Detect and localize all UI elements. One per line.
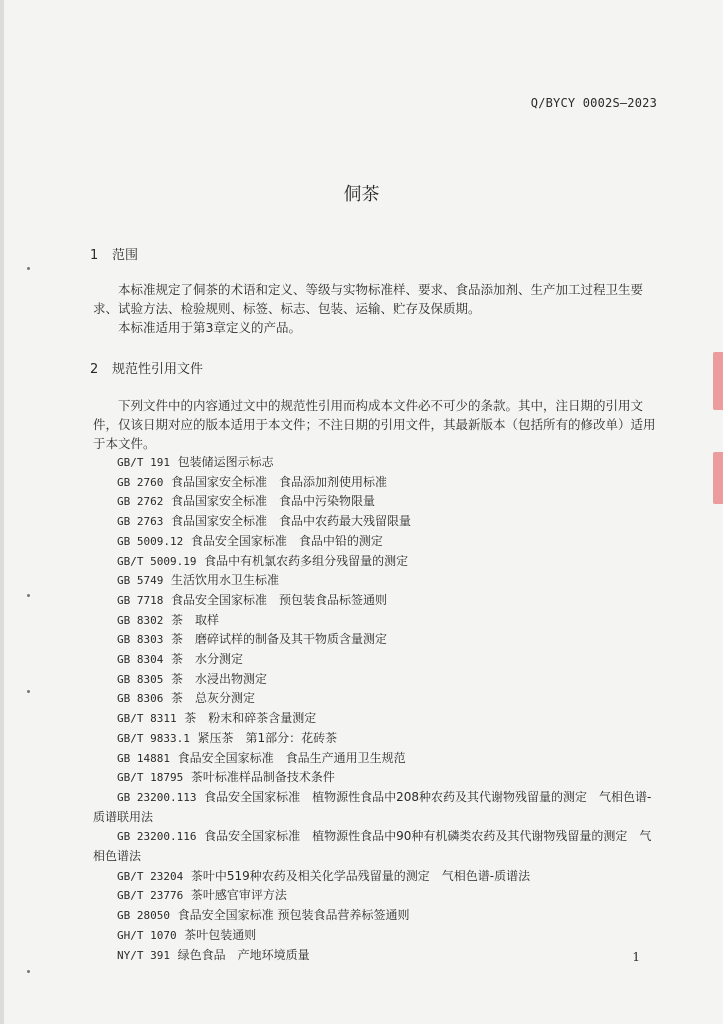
references-intro: 下列文件中的内容通过文中的规范性引用而构成本文件必不可少的条款。其中，注日期的引用文件，仅该日期对应的版本适用于本文件；不注日期的引用文件，其最新版本（包括所有的修改单）适用于本文件。 <box>93 398 656 451</box>
section-1-heading <box>90 244 138 263</box>
reference-code: GB/T 9833.1 <box>117 731 190 745</box>
seal-stamp-edge <box>713 352 723 410</box>
reference-title: 茶叶中519种农药及相关化学品残留量的测定 气相色谱-质谱法 <box>190 868 531 883</box>
section-number: 1 <box>90 248 99 263</box>
reference-title: 食品安全国家标准 植物源性食品中208种农药及其代谢物残留量的测定 气相色谱-质谱联用法 <box>93 789 652 824</box>
reference-code: GB 23200.113 <box>117 790 197 804</box>
reference-code: GB/T 23776 <box>117 889 184 903</box>
reference-code: GB/T 8311 <box>117 712 177 726</box>
reference-code: GB/T 5009.19 <box>117 554 197 568</box>
seal-stamp-edge <box>713 452 723 504</box>
reference-code: GB 14881 <box>117 751 170 765</box>
reference-title: 食品安全国家标准 预包装食品标签通则 <box>171 592 388 607</box>
reference-item <box>93 473 658 493</box>
page-number: 1 <box>632 950 640 964</box>
reference-title: 紧压茶 第1部分：花砖茶 <box>197 730 338 745</box>
reference-item <box>93 926 658 946</box>
reference-item <box>93 788 658 827</box>
reference-title: 茶 水浸出物测定 <box>171 671 268 686</box>
reference-title: 食品安全国家标准 食品生产通用卫生规范 <box>177 750 406 765</box>
reference-code: GB 7718 <box>117 593 164 607</box>
reference-item <box>93 591 658 611</box>
reference-item <box>93 729 658 749</box>
section-title: 规范性引用文件 <box>112 362 204 377</box>
reference-code: GB 5009.12 <box>117 534 184 548</box>
reference-title: 食品中有机氯农药多组分残留量的测定 <box>204 553 409 568</box>
reference-item <box>93 571 658 591</box>
reference-code: GB 8304 <box>117 653 164 667</box>
reference-item <box>93 689 658 709</box>
scan-dot <box>27 970 30 973</box>
reference-title: 食品国家安全标准 食品中污染物限量 <box>171 494 376 509</box>
reference-title: 茶 磨碎试样的制备及其干物质含量测定 <box>171 632 388 647</box>
reference-code: GB 8305 <box>117 672 164 686</box>
scan-dot <box>27 690 30 693</box>
reference-title: 茶叶标准样品制备技术条件 <box>190 770 335 785</box>
section-number: 2 <box>90 362 99 377</box>
reference-code: NY/T 391 <box>117 948 170 962</box>
reference-item <box>93 709 658 729</box>
reference-code: GB 8303 <box>117 633 164 647</box>
reference-item <box>93 867 658 887</box>
reference-code: GB 2760 <box>117 475 164 489</box>
reference-item <box>93 492 658 512</box>
reference-item <box>93 512 658 532</box>
reference-title: 生活饮用水卫生标准 <box>171 573 280 588</box>
reference-title: 茶 粉末和碎茶含量测定 <box>184 711 317 726</box>
section-title: 范围 <box>112 248 139 263</box>
reference-item <box>93 906 658 926</box>
reference-title: 食品安全国家标准 食品中铅的测定 <box>190 533 383 548</box>
reference-item <box>93 886 658 906</box>
reference-code: GB 2762 <box>117 495 164 509</box>
reference-code: GB 8302 <box>117 613 164 627</box>
reference-list <box>93 453 658 965</box>
reference-title: 包装储运图示标志 <box>177 455 274 469</box>
reference-title: 茶 取样 <box>171 612 220 627</box>
reference-code: GB 2763 <box>117 515 164 529</box>
reference-title: 茶 总灰分测定 <box>171 691 256 706</box>
reference-item <box>93 768 658 788</box>
reference-title: 食品安全国家标准 预包装食品营养标签通则 <box>177 908 410 923</box>
reference-title: 食品国家安全标准 食品中农药最大残留限量 <box>171 514 412 529</box>
reference-item <box>93 552 658 572</box>
reference-item <box>93 611 658 631</box>
reference-code: GB/T 23204 <box>117 869 184 883</box>
reference-title: 茶 水分测定 <box>171 652 244 667</box>
scan-dot <box>27 267 30 270</box>
reference-code: GB 28050 <box>117 909 170 923</box>
scan-dot <box>27 594 30 597</box>
reference-item <box>93 670 658 690</box>
reference-item <box>93 453 658 473</box>
reference-code: GB/T 191 <box>117 456 170 469</box>
document-title: 侗茶 <box>343 184 380 205</box>
reference-code: GB 23200.116 <box>117 830 197 844</box>
reference-title: 绿色食品 产地环境质量 <box>177 947 310 962</box>
reference-item <box>93 630 658 650</box>
reference-code: GB/T 18795 <box>117 771 184 785</box>
scan-edge <box>0 0 4 1024</box>
scope-applicability: 本标准适用于第3章定义的产品。 <box>118 320 301 335</box>
reference-item <box>93 650 658 670</box>
reference-title: 食品国家安全标准 食品添加剂使用标准 <box>171 474 388 489</box>
reference-item <box>93 532 658 552</box>
reference-item <box>93 946 658 966</box>
reference-code: GH/T 1070 <box>117 928 177 942</box>
scope-paragraph: 本标准规定了侗茶的术语和定义、等级与实物标准样、要求、食品添加剂、生产加工过程卫生要求、试验方法、检验规则、标签、标志、包装、运输、贮存及保质期。 <box>93 282 644 316</box>
reference-code: GB 8306 <box>117 692 164 706</box>
reference-item <box>93 749 658 769</box>
reference-item <box>93 827 658 866</box>
reference-title: 食品安全国家标准 植物源性食品中90种有机磷类农药及其代谢物残留量的测定 气相色谱法 <box>93 829 652 864</box>
section-2-heading <box>90 358 203 377</box>
reference-code: GB 5749 <box>117 574 164 588</box>
document-code: Q/BYCY 0002S—2023 <box>530 96 657 110</box>
reference-title: 茶叶感官审评方法 <box>190 888 287 903</box>
reference-title: 茶叶包装通则 <box>184 927 257 942</box>
